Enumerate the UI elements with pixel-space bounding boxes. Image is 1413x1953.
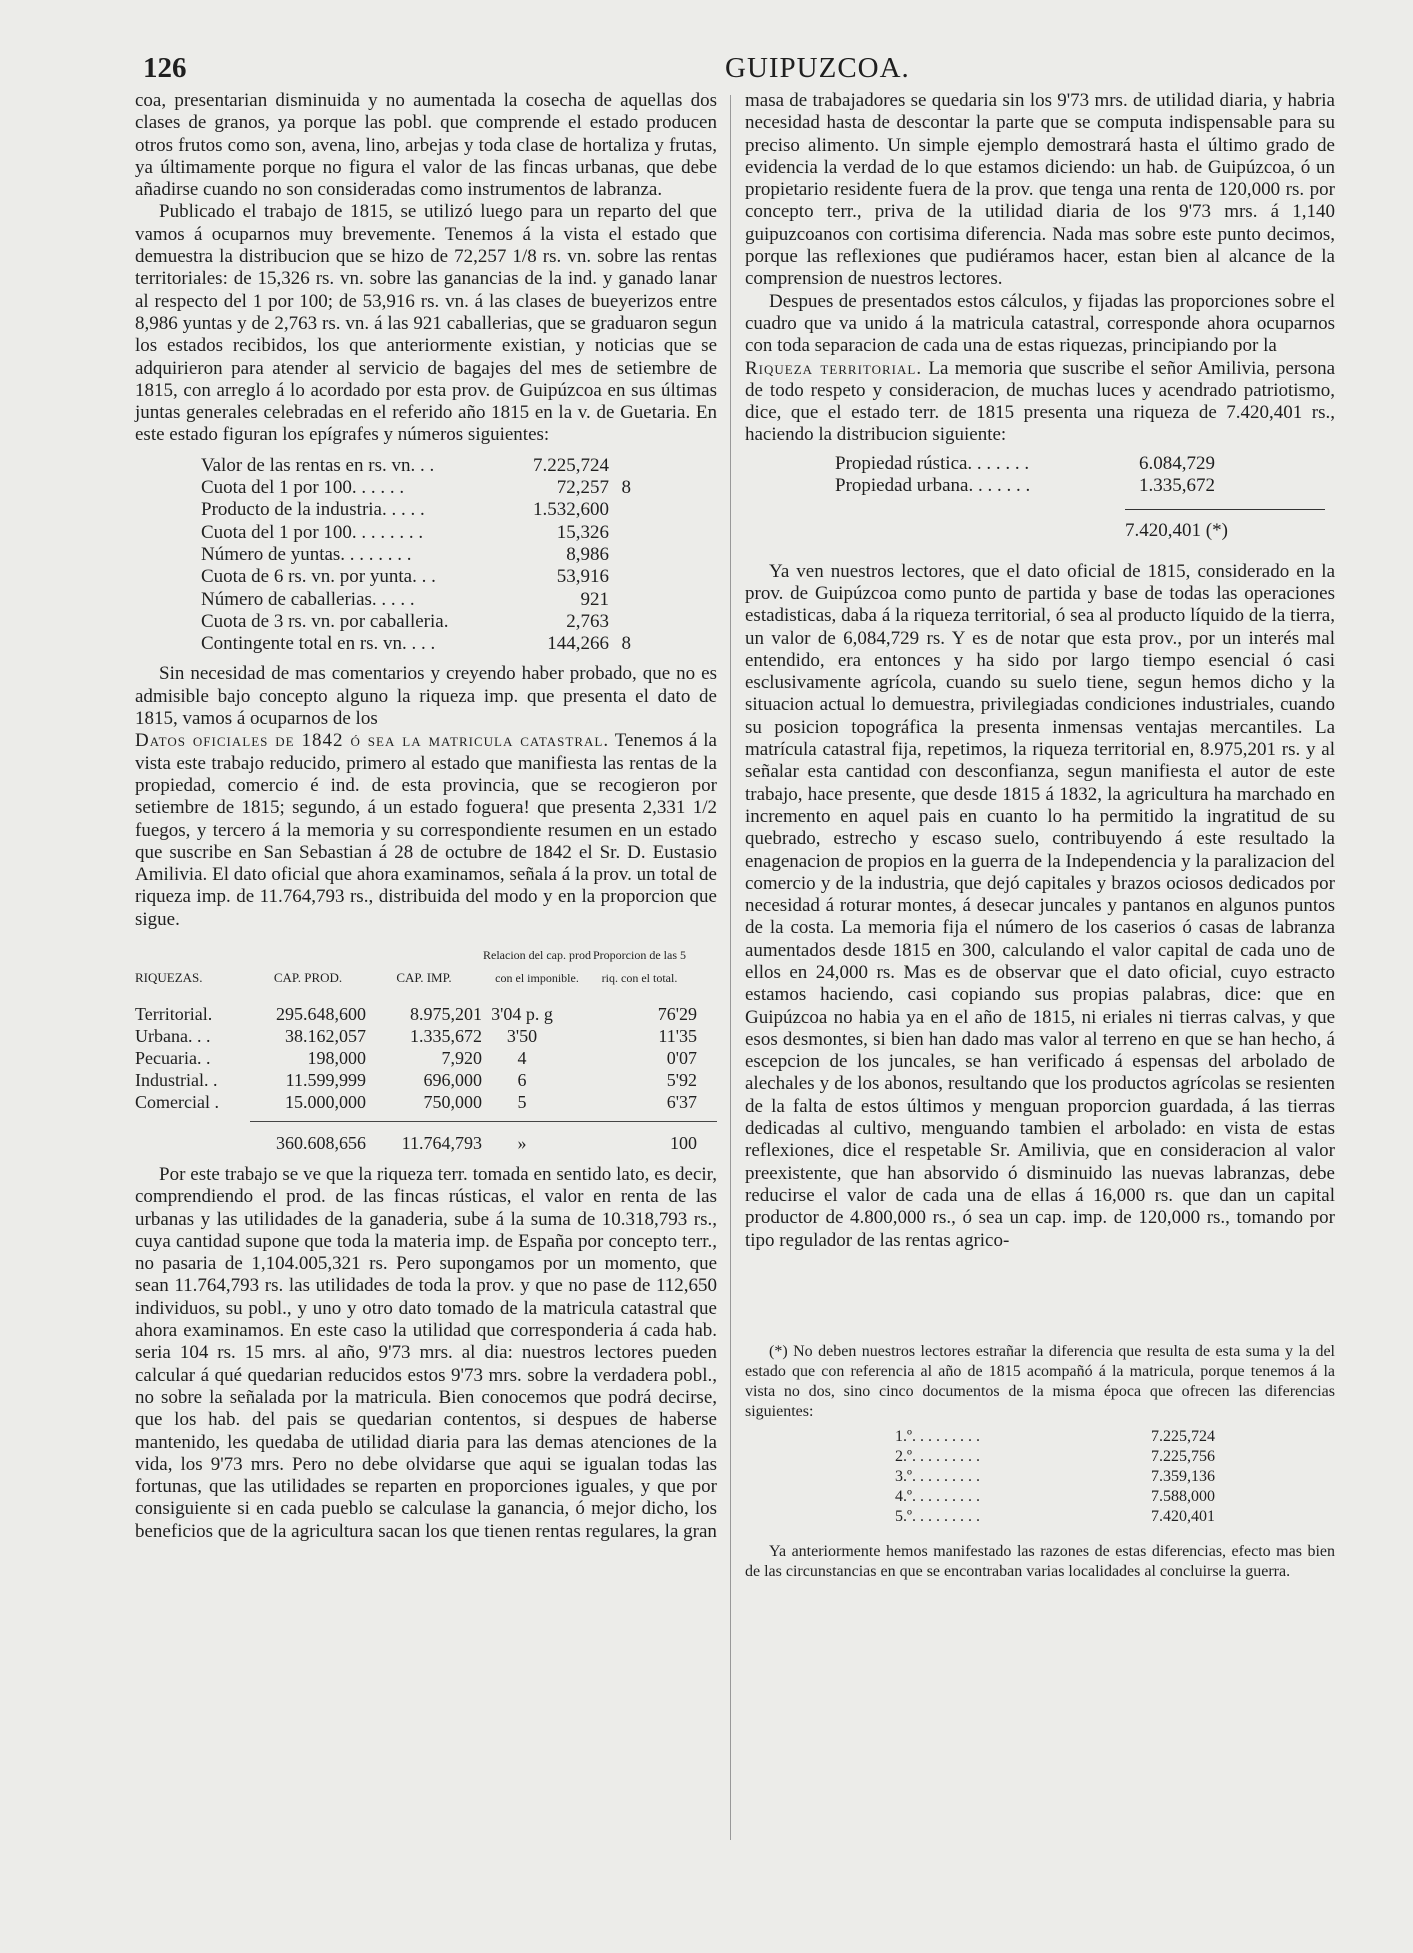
footnote: [745, 1342, 1335, 1582]
table-row: Comercial . 15.000,000 750,000 5 6'37: [135, 1091, 697, 1112]
footnote-text: (*) No deben nuestros lectores estrañar la diferencia que resulta de esta suma y la del estado que con referencia al año de 1815 acompañó á la matricula, porque tenemos á la vista no dos, sino cinco documentos de la misma época que ofrecen las diferencias siguientes:: [745, 1342, 1335, 1421]
table-totals: 360.608,656 11.764,793 » 100: [250, 1121, 717, 1154]
paragraph: coa, presentarian disminuida y no aumentada la cosecha de aquellas dos clases de granos, ya porque las pobl. que comprende el estado producen otros frutos como son, avena, lino, arbejas y toda clase de hortaliza y frutas, ya últimamente porque no figura el valor de las fincas urbanas, que debe añadirse cuando no son consideradas como instrumentos de labranza.: [135, 90, 717, 201]
list-item: Valor de las rentas en rs. vn. . . 7.225,724: [201, 454, 609, 476]
riquezas-table: [135, 937, 717, 1154]
column-divider: [730, 95, 731, 1840]
list-item: Cuota del 1 por 100. . . . . . . . 15,326: [201, 521, 609, 543]
page-header: [135, 52, 1335, 92]
list-item: Propiedad urbana. . . . . . . 1.335,672: [835, 475, 1215, 497]
list-item: Cuota de 6 rs. vn. por yunta. . . 53,916: [201, 566, 609, 588]
page-number: 126: [143, 52, 187, 84]
list-item: 5.º. . . . . . . . . 7.420,401: [895, 1508, 1215, 1526]
rentas-list: [201, 455, 631, 656]
paragraph: Despues de presentados estos cálculos, y fijadas las proporciones sobre el cuadro que va unido á la matricula catastral, corresponde ahora ocuparnos con toda separacion de cada una de estas riquezas, principiando por la: [745, 290, 1335, 357]
right-column: [745, 90, 1335, 1582]
paragraph: Datos oficiales de 1842 ó sea la matricula catastral. Tenemos á la vista este trabajo reducido, primero al estado que manifiesta las rentas de la propiedad, comercio é ind. de esta provincia, que se recogieron por setiembre de 1815; segundo, á un estado foguera! que presenta 2,331 1/2 fuegos, y tercero á la memoria y su correspondiente resumen en un estado que suscribe en San Sebastian á 28 de octubre de 1842 el Sr. D. Eustasio Amilivia. El dato oficial que ahora examinamos, señala á la prov. un total de riqueza imp. de 11.764,793 rs., distribuida del modo y en la proporcion que sigue.: [135, 730, 717, 930]
page-title: GUIPUZCOA.: [725, 52, 910, 84]
list-item: Cuota de 3 rs. vn. por caballeria. 2,763: [201, 610, 609, 632]
paragraph: Por este trabajo se ve que la riqueza terr. tomada en sentido lato, es decir, comprendiendo el prod. de las fincas rústicas, el valor en renta de las urbanas y las utilidades de la ganaderia, sube á la suma de 10.318,793 rs., cuya cantidad supone que toda la materia imp. de España por concepto terr., no pasaria de 1,104.005,321 rs. Pero supongamos por un momento, que sean 11.764,793 rs. las utilidades de toda la prov. y que no pase de 112,650 individuos, su pobl., y uno y otro dato tomado de la matricula catastral que ahora examinamos. En este caso la utilidad que corresponderia á cada hab. seria 104 rs. 15 mrs. al año, 9'73 mrs. al dia: nuestros lectores pueden calcular á qué quedarian reducidos estos 9'73 mrs. sobre la verdadera pobl., no sobre la señalada por la matricula. Bien conocemos que podrá decirse, que los hab. del pais se quedarian contentos, si despues de haberse mantenido, les quedaba de utilidad diaria para las demas atenciones de la vida, los 9'73 mrs. Pero no debe olvidarse que aqui se igualan todas las fortunas, que las utilidades se reparten en proporciones iguales, y que por consiguiente si en cada pueblo se calculase la ganancia, ó mejor dicho, los beneficios que de la agricultura sacan los que tienen rentas regulares, la gran: [135, 1163, 717, 1542]
list-item: Número de yuntas. . . . . . . . 8,986: [201, 543, 609, 565]
list-item: 1.º. . . . . . . . . 7.225,724: [895, 1427, 1215, 1445]
table-row: Territorial. 295.648,600 8.975,201 3'04 p. g 76'29: [135, 1003, 697, 1024]
list-item: Número de caballerias. . . . . 921: [201, 588, 609, 610]
list-item: 2.º. . . . . . . . . 7.225,756: [895, 1447, 1215, 1465]
propiedad-total: 7.420,401 (*): [1125, 509, 1325, 542]
table-row: Urbana. . . 38.162,057 1.335,672 3'50 11'35: [135, 1025, 697, 1046]
table-row: Industrial. . 11.599,999 696,000 6 5'92: [135, 1069, 697, 1090]
footnote-list: [895, 1427, 1215, 1528]
paragraph: masa de trabajadores se quedaria sin los 9'73 mrs. de utilidad diaria, y habria necesidad hasta de descontar la parte que se computa indispensable para su preciso alimento. Un simple ejemplo demostrará hasta el último grado de evidencia la verdad de lo que estamos diciendo: un hab. de Guipúzcoa, ó un propietario residente fuera de la prov. que tenga una renta de 120,000 rs. por concepto terr., priva de la utilidad diaria de los 9'73 mrs. á 1,140 guipuzcoanos con cortisima diferencia. Nada mas sobre este punto decimos, porque las reflexiones que pudiéramos hacer, estan bien al alcance de la comprension de nuestros lectores.: [745, 90, 1335, 290]
list-item: 4.º. . . . . . . . . 7.588,000: [895, 1488, 1215, 1506]
left-column: [135, 90, 717, 1543]
table-row: Pecuaria. . 198,000 7,920 4 0'07: [135, 1047, 697, 1068]
list-item: Contingente total en rs. vn. . . . 144,266 8: [201, 633, 631, 655]
paragraph: Ya ven nuestros lectores, que el dato oficial de 1815, considerado en la prov. de Guipúzcoa como punto de partida y base de todas las operaciones estadisticas, daba á la riqueza territorial, ó sea al producto líquido de la tierra, un valor de 6,084,729 rs. Y es de notar que esta prov., por un interés mal entendido, era entonces y ha sido por largo tiempo esencial ó casi esclusivamente agrícola, cuando su suelo tiene, segun hemos dicho y la situacion actual lo demuestra, privilegiadas condiciones industriales, cuando su posicion topográfica la presenta inmensas ventajas mercantiles. La matrícula catastral fija, repetimos, la riqueza territorial en, 8.975,201 rs. y al señalar esta cantidad con desconfianza, segun manifiesta el autor de este trabajo, hace presente, que desde 1815 á 1832, la agricultura ha marchado en incremento en aquel pais en cuanto lo ha permitido la ingratitud de su quebrado, estrecho y escaso suelo, contribuyendo á este resultado la enagenacion de propios en la guerra de la Independencia y la paralizacion del comercio y de la industria, que dejó capitales y brazos ociosos dedicados por necesidad á roturar montes, á desecar juncales y pantanos en algunos puntos de la costa. La memoria fija el número de los caserios ó casas de labranza aumentados desde 1815 en 300, calculando el valor capital de cada uno de ellos en 24,000 rs. Mas es de observar que el dato oficial, cuyo estracto estamos haciendo, casi copiando sus propias palabras, dice: que en Guipúzcoa no habia ya en el año de 1815, ni eriales ni tierras calvas, y que esos desmontes, si bien han dado mas valor al terreno en que se han hecho, á escepcion de los juncales, se han verificado á espensas del arbolado de alechales y de los abonos, resultando que los productos agrícolas se resienten de la falta de estos últimos y menguan proporcion guardada, á las tierras dedicadas al cultivo, menguando tambien el arbolado: en vista de estas reflexiones, dice el respetable Sr. Amilivia, que en consideracion al valor preexistente, que han absorvido ó disminuido las nuevas labranzas, debe reducirse el valor de cada una de ellas á 16,000 rs. que dan un capital productor de 4.800,000 rs., ó sea un cap. imp. de 120,000 rs., tomando por tipo regulador de las rentas agrico-: [745, 560, 1335, 1251]
list-item: Propiedad rústica. . . . . . . 6.084,729: [835, 452, 1215, 474]
list-item: Producto de la industria. . . . . 1.532,600: [201, 499, 609, 521]
section-heading: Datos oficiales de 1842 ó sea la matricula catastral.: [135, 730, 610, 752]
list-item: 3.º. . . . . . . . . 7.359,136: [895, 1468, 1215, 1486]
paragraph: Sin necesidad de mas comentarios y creyendo haber probado, que no es admisible bajo concepto alguno la riqueza imp. que presenta el dato de 1815, vamos á ocuparnos de los: [135, 663, 717, 730]
list-item: Cuota del 1 por 100. . . . . . 72,257 8: [201, 477, 631, 499]
footnote-text: Ya anteriormente hemos manifestado las razones de estas diferencias, efecto mas bien de las circunstancias en que se encontraban varias localidades al concluirse la guerra.: [745, 1542, 1335, 1580]
paragraph: Riqueza territorial. La memoria que suscribe el señor Amilivia, persona de todo respeto y consideracion, de muchas luces y acendrado patriotismo, dice, que el estado terr. de 1815 presenta una riqueza de 7.420,401 rs., haciendo la distribucion siguiente:: [745, 357, 1336, 446]
paragraph: Publicado el trabajo de 1815, se utilizó luego para un reparto del que vamos á ocuparnos muy brevemente. Tenemos á la vista el estado que demuestra la distribucion que se hizo de 72,257 1/8 rs. vn. sobre las rentas territoriales: de 15,326 rs. vn. sobre las ganancias de la ind. y ganado lanar al respecto del 1 por 100; de 53,916 rs. vn. á las clases de bueyerizos entre 8,986 yuntas y de 2,763 rs. vn. á las 921 caballerias, que se graduaron segun los estados recibidos, los que anteriormente existian, y noticias que se adquirieron para atender al servicio de bagajes del mes de setiembre de 1815, con arreglo á lo acordado por esta prov. de Guipúzcoa en sus últimas juntas generales celebradas en el referido año 1815 en la v. de Guetaria. En este estado figuran los epígrafes y números siguientes:: [135, 201, 717, 446]
table-header: RIQUEZAS. CAP. PROD. CAP. IMP. Relacion del cap. prod con el imponible. Proporcion de las 5 riq. con el total.: [135, 948, 686, 985]
section-heading: Riqueza territorial.: [745, 357, 923, 379]
propiedad-list: [835, 452, 1228, 543]
